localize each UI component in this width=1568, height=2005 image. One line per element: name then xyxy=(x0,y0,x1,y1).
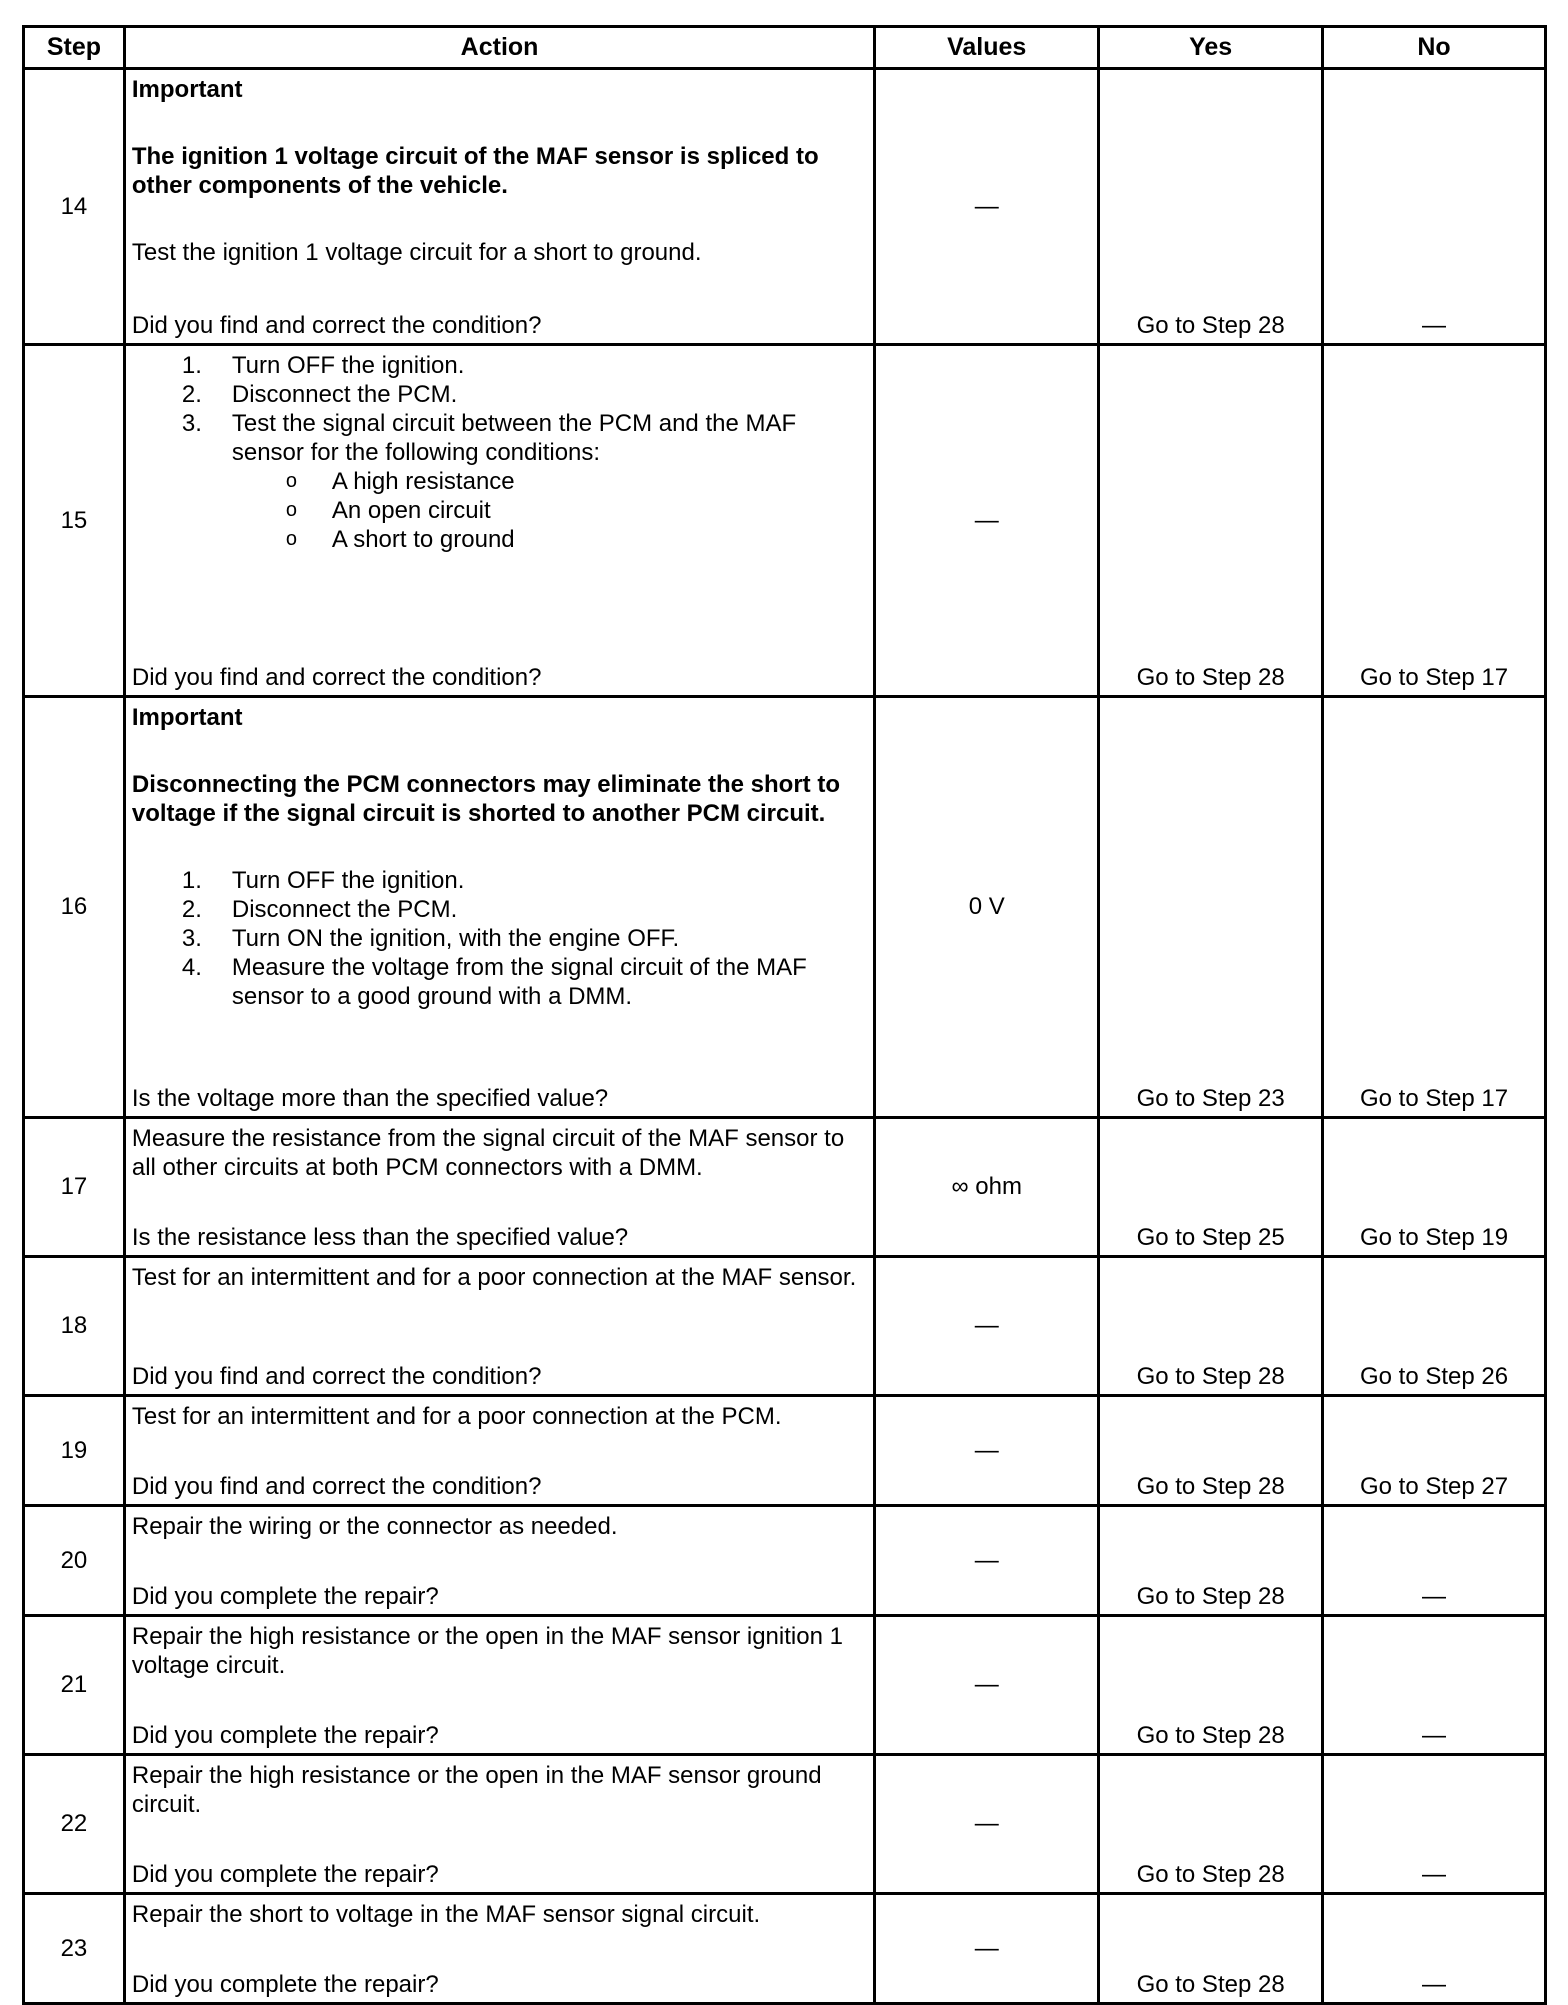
action-cell xyxy=(124,1894,874,2004)
diagnostic-table xyxy=(22,25,1547,2005)
step-number: 21 xyxy=(24,1616,125,1755)
no-cell xyxy=(1323,1118,1546,1257)
question-text: Did you complete the repair? xyxy=(131,1583,439,1610)
action-cell xyxy=(124,1506,874,1616)
question-text: Did you find and correct the condition? xyxy=(131,664,542,691)
step-number: 20 xyxy=(24,1506,125,1616)
step-number: 15 xyxy=(24,345,125,697)
no-text: — xyxy=(1422,1971,1447,1998)
no-cell xyxy=(1323,345,1546,697)
action-cell xyxy=(124,1257,874,1396)
header-no: No xyxy=(1323,27,1546,69)
yes-text: Go to Step 28 xyxy=(1136,312,1285,339)
table-row xyxy=(24,1257,1546,1396)
table-row xyxy=(24,1616,1546,1755)
table-row xyxy=(24,69,1546,345)
no-text: Go to Step 26 xyxy=(1359,1363,1509,1390)
yes-text: Go to Step 28 xyxy=(1136,1583,1285,1610)
no-cell xyxy=(1323,1506,1546,1616)
no-text: Go to Step 19 xyxy=(1359,1224,1509,1251)
yes-text: Go to Step 28 xyxy=(1136,1861,1285,1888)
step-number: 19 xyxy=(24,1396,125,1506)
action-cell xyxy=(124,69,874,345)
important-text: Disconnecting the PCM connectors may eliminate the short to voltage if the signal circuit is shorted to another PCM circuit. xyxy=(131,771,840,827)
table-row xyxy=(24,697,1546,1118)
list-item: 1. Turn OFF the ignition. xyxy=(181,352,465,379)
yes-cell xyxy=(1099,1118,1323,1257)
yes-cell xyxy=(1099,345,1323,697)
yes-text: Go to Step 23 xyxy=(1136,1085,1285,1112)
yes-cell xyxy=(1099,697,1323,1118)
no-text: Go to Step 17 xyxy=(1359,664,1509,691)
no-cell xyxy=(1323,1616,1546,1755)
list-item: o A high resistance xyxy=(285,468,515,495)
value-cell: — xyxy=(875,1396,1099,1506)
table-row xyxy=(24,1755,1546,1894)
step-number: 23 xyxy=(24,1894,125,2004)
step-number: 17 xyxy=(24,1118,125,1257)
value-cell: — xyxy=(875,345,1099,697)
yes-cell xyxy=(1099,1257,1323,1396)
important-label: Important xyxy=(131,76,243,103)
question-text: Is the voltage more than the specified value? xyxy=(131,1085,609,1112)
yes-cell xyxy=(1099,1894,1323,2004)
header-step: Step xyxy=(24,27,125,69)
list-item: 3. Test the signal circuit between the PCM and the MAF sensor for the following conditions: o A high resistance o An open circuit o A short to ground xyxy=(182,409,867,554)
header-action: Action xyxy=(124,27,874,69)
question-text: Is the resistance less than the specified value? xyxy=(131,1224,629,1251)
yes-cell xyxy=(1099,1616,1323,1755)
important-text: The ignition 1 voltage circuit of the MAF sensor is spliced to other components of the vehicle. xyxy=(131,143,819,199)
question-text: Did you complete the repair? xyxy=(131,1971,439,1998)
no-text: Go to Step 17 xyxy=(1359,1085,1509,1112)
yes-text: Go to Step 25 xyxy=(1136,1224,1285,1251)
action-text: Test for an intermittent and for a poor connection at the PCM. xyxy=(131,1403,782,1430)
action-cell xyxy=(124,1616,874,1755)
value-cell: — xyxy=(875,1257,1099,1396)
question-text: Did you complete the repair? xyxy=(131,1861,439,1888)
value-cell: — xyxy=(875,1894,1099,2004)
action-text: Repair the wiring or the connector as needed. xyxy=(131,1513,618,1540)
no-cell xyxy=(1323,1396,1546,1506)
condition-list xyxy=(232,467,867,554)
no-cell xyxy=(1323,69,1546,345)
step-list xyxy=(132,351,867,554)
no-text: — xyxy=(1422,1722,1447,1749)
action-text: Test for an intermittent and for a poor connection at the MAF sensor. xyxy=(131,1264,857,1291)
question-text: Did you find and correct the condition? xyxy=(131,312,542,339)
no-cell xyxy=(1323,697,1546,1118)
action-cell xyxy=(124,1118,874,1257)
table-row xyxy=(24,1506,1546,1616)
yes-text: Go to Step 28 xyxy=(1136,1363,1285,1390)
table-row xyxy=(24,1118,1546,1257)
no-text: — xyxy=(1422,1583,1447,1610)
yes-cell xyxy=(1099,1506,1323,1616)
action-text: Repair the high resistance or the open in the MAF sensor ignition 1 voltage circuit. xyxy=(131,1623,843,1679)
action-cell xyxy=(124,697,874,1118)
no-cell xyxy=(1323,1894,1546,2004)
yes-text: Go to Step 28 xyxy=(1136,1971,1285,1998)
action-text: Repair the high resistance or the open in the MAF sensor ground circuit. xyxy=(131,1762,822,1818)
yes-text: Go to Step 28 xyxy=(1136,1722,1285,1749)
question-text: Did you complete the repair? xyxy=(131,1722,439,1749)
action-text: Test the ignition 1 voltage circuit for a short to ground. xyxy=(131,239,702,266)
table-row xyxy=(24,1396,1546,1506)
header-row xyxy=(24,27,1546,69)
header-yes: Yes xyxy=(1099,27,1323,69)
value-cell: — xyxy=(875,69,1099,345)
value-cell: — xyxy=(875,1755,1099,1894)
yes-text: Go to Step 28 xyxy=(1136,1473,1285,1500)
yes-cell xyxy=(1099,69,1323,345)
no-text: — xyxy=(1422,312,1447,339)
list-item: 1. Turn OFF the ignition. xyxy=(181,867,465,894)
yes-text: Go to Step 28 xyxy=(1136,664,1285,691)
question-text: Did you find and correct the condition? xyxy=(131,1473,542,1500)
list-item: 2. Disconnect the PCM. xyxy=(181,381,458,408)
value-cell: ∞ ohm xyxy=(875,1118,1099,1257)
list-item: 3. Turn ON the ignition, with the engine OFF. xyxy=(181,925,680,952)
question-text: Did you find and correct the condition? xyxy=(131,1363,542,1390)
yes-cell xyxy=(1099,1396,1323,1506)
list-item: 4. Measure the voltage from the signal circuit of the MAF sensor to a good ground with a DMM. xyxy=(181,954,807,1010)
no-cell xyxy=(1323,1257,1546,1396)
step-number: 18 xyxy=(24,1257,125,1396)
step-number: 14 xyxy=(24,69,125,345)
step-list xyxy=(132,866,867,1011)
action-cell xyxy=(124,1396,874,1506)
action-text: Measure the resistance from the signal circuit of the MAF sensor to all other circuits at both PCM connectors with a DMM. xyxy=(131,1125,845,1181)
step-number: 22 xyxy=(24,1755,125,1894)
list-item: 2. Disconnect the PCM. xyxy=(181,896,458,923)
action-cell xyxy=(124,345,874,697)
table-row xyxy=(24,1894,1546,2004)
value-cell: — xyxy=(875,1616,1099,1755)
value-cell: — xyxy=(875,1506,1099,1616)
step-number: 16 xyxy=(24,697,125,1118)
table-row xyxy=(24,345,1546,697)
no-cell xyxy=(1323,1755,1546,1894)
list-item: o An open circuit xyxy=(285,497,491,524)
no-text: Go to Step 27 xyxy=(1359,1473,1509,1500)
action-cell xyxy=(124,1755,874,1894)
no-text: — xyxy=(1422,1861,1447,1888)
important-label: Important xyxy=(131,704,243,731)
list-item: o A short to ground xyxy=(285,526,515,553)
header-values: Values xyxy=(875,27,1099,69)
action-text: Repair the short to voltage in the MAF sensor signal circuit. xyxy=(131,1901,761,1928)
value-cell: 0 V xyxy=(875,697,1099,1118)
yes-cell xyxy=(1099,1755,1323,1894)
